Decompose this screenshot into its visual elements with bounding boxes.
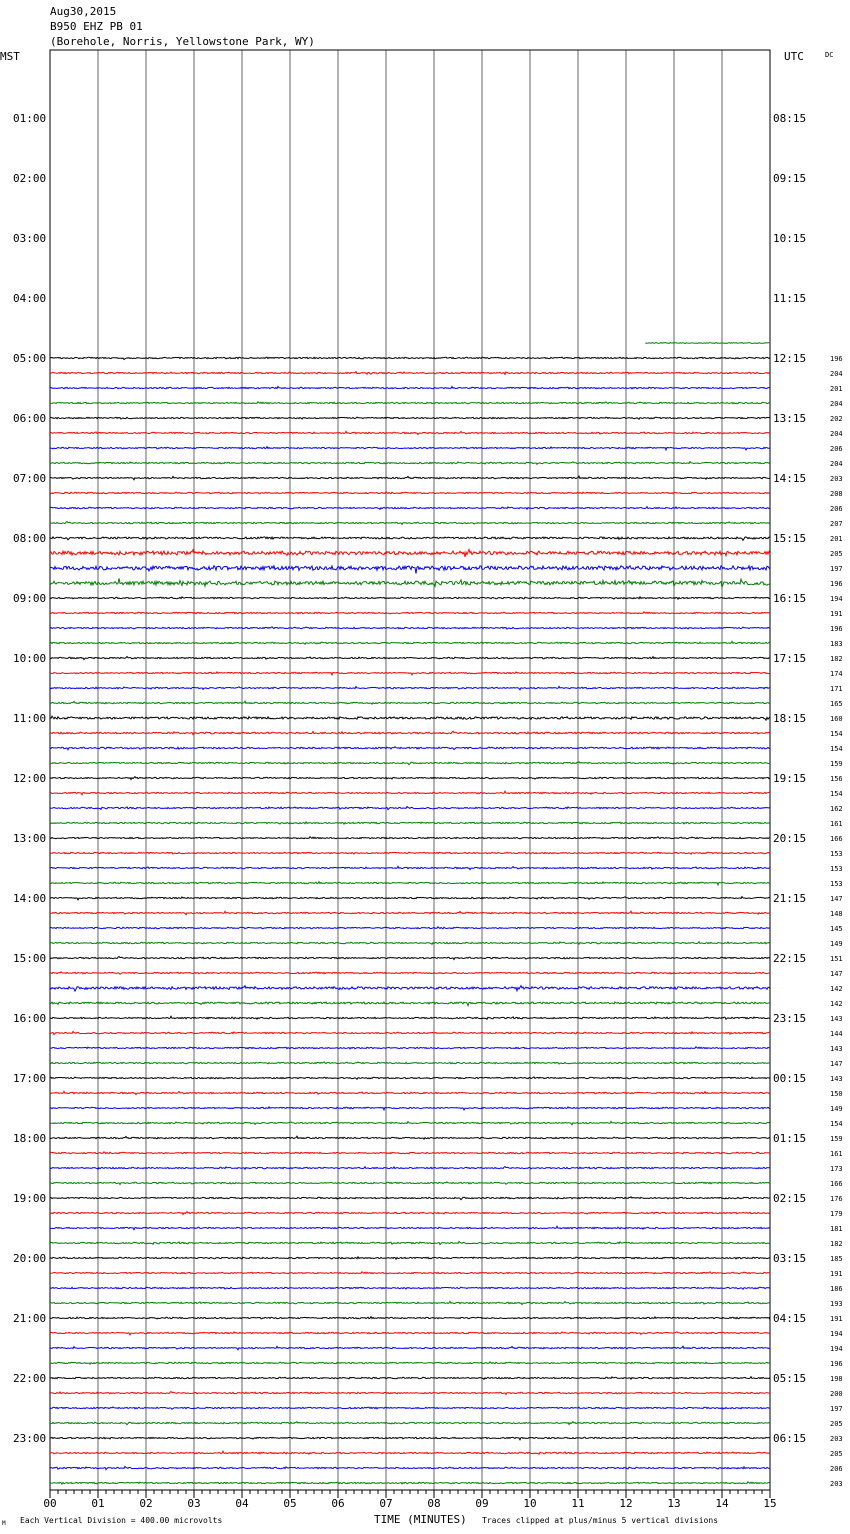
trace-value-label: 166 — [830, 835, 843, 843]
mst-hour-label: 23:00 — [13, 1432, 47, 1445]
seismic-trace — [50, 447, 770, 450]
seismic-trace — [50, 1257, 770, 1259]
mst-hour-label: 14:00 — [13, 892, 47, 905]
seismic-trace — [50, 522, 770, 525]
seismic-trace — [50, 986, 770, 992]
utc-hour-label: 22:15 — [773, 952, 807, 965]
seismic-trace — [50, 972, 770, 974]
trace-value-label: 197 — [830, 1405, 843, 1413]
trace-value-label: 144 — [830, 1030, 843, 1038]
seismic-trace — [50, 1152, 770, 1154]
right-timezone-label: UTC — [784, 50, 804, 63]
seismic-trace — [50, 1287, 770, 1289]
x-tick-label: 01 — [91, 1497, 105, 1510]
trace-value-label: 161 — [830, 1150, 843, 1158]
seismic-trace — [50, 1437, 770, 1440]
trace-value-label: 203 — [830, 475, 843, 483]
x-tick-label: 02 — [139, 1497, 153, 1510]
x-axis-title: TIME (MINUTES) — [374, 1513, 467, 1526]
trace-value-label: 154 — [830, 730, 843, 738]
mst-hour-label: 19:00 — [13, 1192, 47, 1205]
seismic-trace — [50, 866, 770, 869]
utc-hour-label: 10:15 — [773, 232, 807, 245]
seismic-trace — [50, 402, 770, 404]
seismic-trace — [50, 1107, 770, 1110]
trace-value-label: 182 — [830, 655, 843, 663]
utc-hour-label: 20:15 — [773, 832, 807, 845]
seismic-trace — [50, 791, 770, 795]
mst-hour-label: 07:00 — [13, 472, 47, 485]
utc-hour-label: 09:15 — [773, 172, 807, 185]
trace-value-label: 156 — [830, 775, 843, 783]
trace-value-label: 171 — [830, 685, 843, 693]
seismic-trace — [50, 431, 770, 434]
seismic-trace — [50, 641, 770, 644]
utc-hour-label: 01:15 — [773, 1132, 807, 1145]
trace-value-label: 197 — [830, 565, 843, 573]
seismic-trace — [50, 657, 770, 660]
mst-hour-label: 01:00 — [13, 112, 47, 125]
mst-hour-label: 08:00 — [13, 532, 47, 545]
seismic-trace — [50, 550, 770, 558]
utc-hour-label: 13:15 — [773, 412, 807, 425]
mst-hour-label: 06:00 — [13, 412, 47, 425]
seismic-trace — [50, 672, 770, 675]
seismic-trace — [50, 1377, 770, 1380]
mst-hour-label: 20:00 — [13, 1252, 47, 1265]
mst-hour-label: 15:00 — [13, 952, 47, 965]
trace-value-label: 204 — [830, 460, 843, 468]
mst-hour-label: 12:00 — [13, 772, 47, 785]
trace-value-label: 185 — [830, 1255, 843, 1263]
trace-value-label: 206 — [830, 445, 843, 453]
utc-hour-label: 19:15 — [773, 772, 807, 785]
x-tick-label: 09 — [475, 1497, 489, 1510]
trace-value-label: 159 — [830, 1135, 843, 1143]
trace-value-label: 183 — [830, 640, 843, 648]
utc-hour-label: 21:15 — [773, 892, 807, 905]
trace-value-label: 142 — [830, 1000, 843, 1008]
seismic-trace — [50, 716, 770, 720]
seismic-trace — [50, 1091, 770, 1094]
mst-hour-label: 21:00 — [13, 1312, 47, 1325]
x-tick-label: 07 — [379, 1497, 393, 1510]
trace-value-label: 203 — [830, 1480, 843, 1488]
trace-value-label: 206 — [830, 505, 843, 513]
seismic-trace — [50, 492, 770, 494]
seismic-trace — [50, 1121, 770, 1124]
corner-mark: M — [2, 1520, 6, 1527]
trace-value-label: 205 — [830, 1450, 843, 1458]
trace-value-label: 191 — [830, 610, 843, 618]
seismic-trace — [50, 927, 770, 929]
seismic-trace — [50, 1047, 770, 1049]
trace-value-label: 200 — [830, 1390, 843, 1398]
seismic-trace — [50, 1077, 770, 1079]
seismic-trace — [50, 747, 770, 750]
mst-hour-label: 11:00 — [13, 712, 47, 725]
x-tick-label: 15 — [763, 1497, 777, 1510]
x-tick-label: 13 — [667, 1497, 681, 1510]
seismic-trace — [50, 578, 770, 587]
trace-group — [50, 343, 770, 1485]
seismic-trace — [50, 1136, 770, 1139]
utc-hour-label: 17:15 — [773, 652, 807, 665]
left-timezone-label: MST — [0, 50, 20, 63]
seismic-trace — [50, 1182, 770, 1185]
trace-value-label: 194 — [830, 1345, 843, 1353]
trace-value-label: 182 — [830, 1240, 843, 1248]
seismic-trace — [50, 1392, 770, 1395]
utc-hour-label: 15:15 — [773, 532, 807, 545]
mst-hour-label: 05:00 — [13, 352, 47, 365]
mst-hour-label: 18:00 — [13, 1132, 47, 1145]
utc-hour-label: 08:15 — [773, 112, 807, 125]
mst-hour-label: 16:00 — [13, 1012, 47, 1025]
trace-value-label: 196 — [830, 1360, 843, 1368]
seismic-trace — [50, 882, 770, 885]
utc-hour-label: 18:15 — [773, 712, 807, 725]
seismic-trace — [50, 507, 770, 510]
trace-value-label: 198 — [830, 1375, 843, 1383]
seismic-trace — [50, 1407, 770, 1409]
trace-value-label: 159 — [830, 760, 843, 768]
trace-value-label: 147 — [830, 895, 843, 903]
x-tick-label: 05 — [283, 1497, 297, 1510]
trace-value-label: 153 — [830, 865, 843, 873]
mst-hour-label: 09:00 — [13, 592, 47, 605]
trace-value-label: 165 — [830, 700, 843, 708]
trace-value-label: 179 — [830, 1210, 843, 1218]
utc-hour-label: 11:15 — [773, 292, 807, 305]
x-tick-label: 14 — [715, 1497, 729, 1510]
vertical-division-note: Each Vertical Division = 400.00 microvolts — [20, 1516, 223, 1525]
chart-date: Aug30,2015 — [50, 5, 117, 18]
seismic-trace — [50, 897, 770, 900]
trace-value-label: 143 — [830, 1015, 843, 1023]
seismic-trace — [50, 762, 770, 765]
trace-value-label: 143 — [830, 1075, 843, 1083]
x-tick-label: 03 — [187, 1497, 201, 1510]
mst-hour-label: 10:00 — [13, 652, 47, 665]
seismic-trace — [50, 807, 770, 810]
utc-hour-label: 02:15 — [773, 1192, 807, 1205]
seismic-trace — [50, 612, 770, 614]
x-tick-label: 00 — [43, 1497, 57, 1510]
seismic-trace — [50, 822, 770, 824]
trace-value-label: 151 — [830, 955, 843, 963]
seismic-trace — [50, 957, 770, 960]
utc-hour-label: 23:15 — [773, 1012, 807, 1025]
seismic-trace-partial — [645, 343, 769, 344]
seismic-trace — [50, 1242, 770, 1245]
trace-value-label: 201 — [830, 385, 843, 393]
trace-value-label: 174 — [830, 670, 843, 678]
trace-value-label: 204 — [830, 370, 843, 378]
trace-value-label: 176 — [830, 1195, 843, 1203]
seismic-trace — [50, 837, 770, 839]
mst-hour-label: 04:00 — [13, 292, 47, 305]
trace-value-label: 143 — [830, 1045, 843, 1053]
clip-note: Traces clipped at plus/minus 5 vertical divisions — [482, 1516, 719, 1525]
seismic-trace — [50, 476, 770, 480]
seismic-trace — [50, 386, 770, 389]
seismic-trace — [50, 1332, 770, 1335]
seismic-trace — [50, 462, 770, 465]
trace-value-label: 145 — [830, 925, 843, 933]
seismic-trace — [50, 1272, 770, 1274]
utc-hour-label: 06:15 — [773, 1432, 807, 1445]
utc-hour-label: 14:15 — [773, 472, 807, 485]
trace-value-label: 173 — [830, 1165, 843, 1173]
trace-value-label: 203 — [830, 1435, 843, 1443]
x-tick-label: 12 — [619, 1497, 633, 1510]
seismic-trace — [50, 852, 770, 854]
chart-location: (Borehole, Norris, Yellowstone Park, WY) — [50, 35, 315, 48]
seismic-trace — [50, 597, 770, 599]
seismic-trace — [50, 537, 770, 541]
trace-value-label: 154 — [830, 1120, 843, 1128]
seismic-trace — [50, 372, 770, 375]
seismic-trace — [50, 566, 770, 574]
seismic-trace — [50, 1212, 770, 1215]
mst-hour-label: 02:00 — [13, 172, 47, 185]
seismic-trace — [50, 1317, 770, 1320]
trace-value-label: 186 — [830, 1285, 843, 1293]
trace-value-label: 194 — [830, 1330, 843, 1338]
trace-value-label: 206 — [830, 1465, 843, 1473]
seismic-trace — [50, 701, 770, 704]
chart-station: B950 EHZ PB 01 — [50, 20, 143, 33]
seismic-trace — [50, 1032, 770, 1035]
seismic-trace — [50, 417, 770, 419]
utc-hour-label: 03:15 — [773, 1252, 807, 1265]
seismic-trace — [50, 1197, 770, 1200]
seismic-trace — [50, 1451, 770, 1454]
mst-hour-label: 22:00 — [13, 1372, 47, 1385]
trace-value-label: 202 — [830, 415, 843, 423]
trace-value-label: 150 — [830, 1090, 843, 1098]
label-group — [13, 112, 843, 1510]
seismic-trace — [50, 1002, 770, 1006]
seismic-trace — [50, 1422, 770, 1425]
x-tick-label: 04 — [235, 1497, 249, 1510]
trace-value-label: 154 — [830, 745, 843, 753]
trace-value-label: 149 — [830, 940, 843, 948]
trace-value-label: 153 — [830, 880, 843, 888]
x-tick-label: 11 — [571, 1497, 585, 1510]
mst-hour-label: 17:00 — [13, 1072, 47, 1085]
trace-value-label: 204 — [830, 430, 843, 438]
trace-value-label: 181 — [830, 1225, 843, 1233]
trace-value-label: 148 — [830, 910, 843, 918]
mst-hour-label: 13:00 — [13, 832, 47, 845]
trace-value-label: 149 — [830, 1105, 843, 1113]
trace-value-label: 191 — [830, 1270, 843, 1278]
seismic-trace — [50, 1362, 770, 1364]
trace-value-label: 196 — [830, 625, 843, 633]
seismic-trace — [50, 1226, 770, 1230]
utc-hour-label: 16:15 — [773, 592, 807, 605]
trace-value-label: 201 — [830, 535, 843, 543]
seismic-trace — [50, 731, 770, 734]
trace-value-label: 204 — [830, 400, 843, 408]
trace-value-label: 205 — [830, 1420, 843, 1428]
x-tick-label: 10 — [523, 1497, 537, 1510]
trace-value-label: 208 — [830, 490, 843, 498]
seismic-trace — [50, 911, 770, 915]
seismic-trace — [50, 1062, 770, 1064]
mst-hour-label: 03:00 — [13, 232, 47, 245]
trace-value-label: 207 — [830, 520, 843, 528]
trace-value-label: 161 — [830, 820, 843, 828]
trace-value-label: 191 — [830, 1315, 843, 1323]
plot-grid — [50, 50, 770, 1498]
trace-value-label: 194 — [830, 595, 843, 603]
trace-value-label: 154 — [830, 790, 843, 798]
trace-value-label: 153 — [830, 850, 843, 858]
seismic-trace — [50, 357, 770, 359]
utc-hour-label: 04:15 — [773, 1312, 807, 1325]
seismic-trace — [50, 1301, 770, 1304]
trace-value-label: 166 — [830, 1180, 843, 1188]
trace-value-label: 160 — [830, 715, 843, 723]
seismic-trace — [50, 1016, 770, 1019]
trace-value-label: 142 — [830, 985, 843, 993]
utc-hour-label: 00:15 — [773, 1072, 807, 1085]
trace-value-label: 196 — [830, 355, 843, 363]
trace-value-label: 147 — [830, 970, 843, 978]
x-tick-label: 08 — [427, 1497, 441, 1510]
seismic-trace — [50, 1467, 770, 1470]
seismic-trace — [50, 942, 770, 945]
seismic-trace — [50, 1167, 770, 1170]
seismic-trace — [50, 627, 770, 629]
x-tick-label: 06 — [331, 1497, 345, 1510]
trace-value-label: 147 — [830, 1060, 843, 1068]
seismic-trace — [50, 686, 770, 689]
seismic-trace — [50, 1482, 770, 1485]
utc-hour-label: 05:15 — [773, 1372, 807, 1385]
utc-hour-label: 12:15 — [773, 352, 807, 365]
seismic-trace — [50, 777, 770, 780]
trace-value-label: 196 — [830, 580, 843, 588]
trace-value-label: 162 — [830, 805, 843, 813]
trace-value-label: 193 — [830, 1300, 843, 1308]
trace-value-label: 205 — [830, 550, 843, 558]
dc-label: DC — [825, 51, 834, 59]
seismic-trace — [50, 1346, 770, 1350]
